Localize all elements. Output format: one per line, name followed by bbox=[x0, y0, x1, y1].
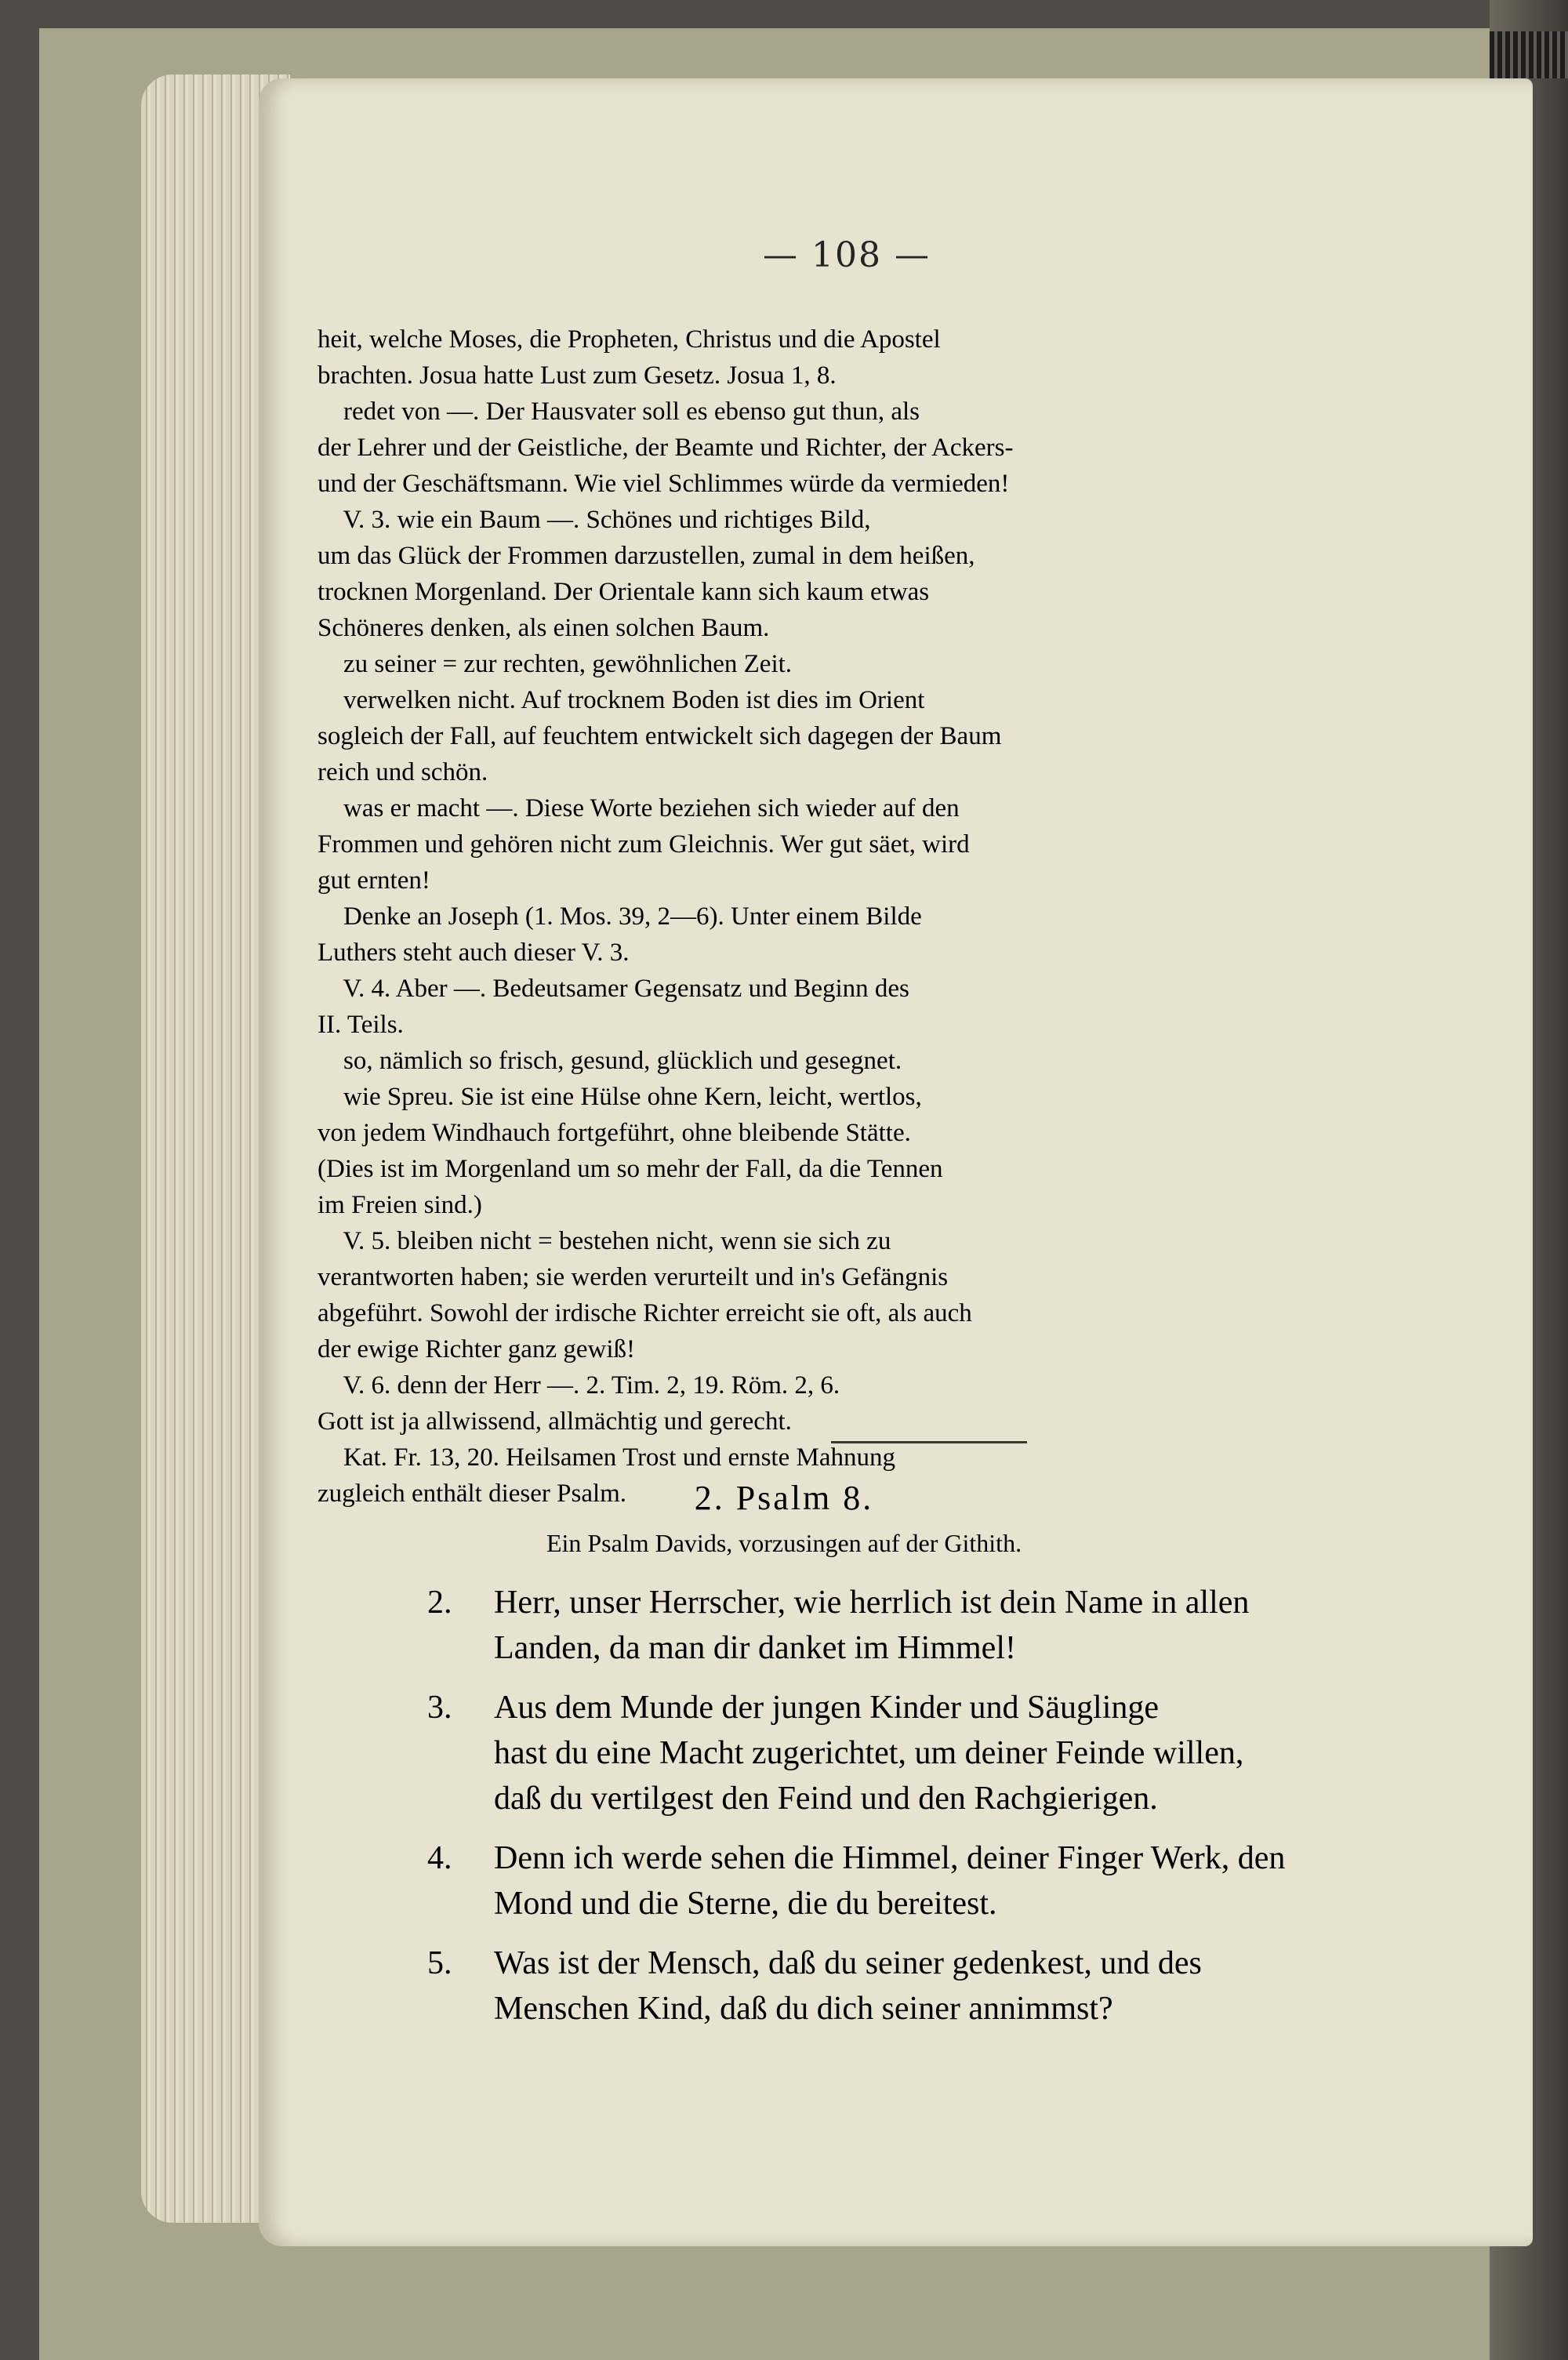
commentary-line: V. 5. bleiben nicht = bestehen nicht, wenn sie sich zu bbox=[318, 1227, 891, 1255]
commentary-line: wie Spreu. Sie ist eine Hülse ohne Kern, leicht, wertlos, bbox=[318, 1083, 922, 1111]
commentary-line: so, nämlich so frisch, gesund, glücklich und gesegnet. bbox=[318, 1047, 902, 1075]
commentary-line: verantworten haben; sie werden verurteilt und in's Gefängnis bbox=[318, 1263, 949, 1291]
verse-line: Was ist der Mensch, daß du seiner gedenkest, und des bbox=[494, 1945, 1202, 1981]
page-number: — 108 — bbox=[763, 235, 931, 275]
psalm-verse bbox=[427, 1580, 1486, 1671]
commentary-line: V. 6. denn der Herr —. 2. Tim. 2, 19. Röm. 2, 6. bbox=[318, 1371, 840, 1400]
commentary-line: Kat. Fr. 13, 20. Heilsamen Trost und ernste Mahnung bbox=[318, 1443, 895, 1472]
commentary-line: verwelken nicht. Auf trocknem Boden ist dies im Orient bbox=[318, 686, 925, 714]
verse-number: 3. bbox=[427, 1690, 452, 1726]
psalm-verse bbox=[427, 1685, 1486, 1821]
verse-line: Menschen Kind, daß du dich seiner annimmst? bbox=[494, 1991, 1113, 2027]
commentary-line: II. Teils. bbox=[318, 1011, 404, 1039]
commentary-line: (Dies ist im Morgenland um so mehr der Fall, da die Tennen bbox=[318, 1155, 943, 1183]
commentary-line: gut ernten! bbox=[318, 866, 430, 895]
verse-line: Landen, da man dir danket im Himmel! bbox=[494, 1630, 1016, 1666]
verse-line: Herr, unser Herrscher, wie herrlich ist dein Name in allen bbox=[494, 1585, 1250, 1621]
commentary-line: der ewige Richter ganz gewiß! bbox=[318, 1335, 635, 1363]
commentary-line: heit, welche Moses, die Propheten, Christus und die Apostel bbox=[318, 325, 941, 354]
verse-line: hast du eine Macht zugerichtet, um deiner Feinde willen, bbox=[494, 1735, 1244, 1771]
spine-band bbox=[1490, 31, 1568, 78]
verse-line: Mond und die Sterne, die du bereitest. bbox=[494, 1886, 997, 1922]
psalm-title: 2. Psalm 8. bbox=[694, 1479, 874, 1517]
commentary-line: um das Glück der Frommen darzustellen, zumal in dem heißen, bbox=[318, 542, 975, 570]
psalm-verses bbox=[427, 1580, 1486, 2046]
verse-number: 4. bbox=[427, 1840, 452, 1876]
commentary-line: was er macht —. Diese Worte beziehen sich wieder auf den bbox=[318, 794, 960, 822]
commentary-line: trocknen Morgenland. Der Orientale kann sich kaum etwas bbox=[318, 578, 930, 606]
commentary-line: zu seiner = zur rechten, gewöhnlichen Zeit. bbox=[318, 650, 793, 678]
commentary-line: brachten. Josua hatte Lust zum Gesetz. Josua 1, 8. bbox=[318, 361, 837, 390]
commentary-line: V. 4. Aber —. Bedeutsamer Gegensatz und Beginn des bbox=[318, 975, 909, 1003]
commentary-text bbox=[318, 321, 1494, 1512]
commentary-line: Denke an Joseph (1. Mos. 39, 2—6). Unter einem Bilde bbox=[318, 902, 922, 931]
commentary-line: Schöneres denken, als einen solchen Baum. bbox=[318, 614, 770, 642]
section-divider bbox=[831, 1441, 1027, 1443]
commentary-line: zugleich enthält dieser Psalm. bbox=[318, 1480, 627, 1508]
commentary-line: sogleich der Fall, auf feuchtem entwickelt sich dagegen der Baum bbox=[318, 722, 1002, 750]
commentary-line: V. 3. wie ein Baum —. Schönes und richtiges Bild, bbox=[318, 506, 871, 534]
psalm-verse bbox=[427, 1835, 1486, 1926]
commentary-line: Frommen und gehören nicht zum Gleichnis. Wer gut säet, wird bbox=[318, 830, 970, 859]
commentary-line: abgeführt. Sowohl der irdische Richter erreicht sie oft, als auch bbox=[318, 1299, 972, 1327]
commentary-line: Gott ist ja allwissend, allmächtig und gerecht. bbox=[318, 1407, 792, 1436]
verse-number: 2. bbox=[427, 1585, 452, 1621]
verse-number: 5. bbox=[427, 1945, 452, 1981]
commentary-line: Luthers steht auch dieser V. 3. bbox=[318, 939, 630, 967]
psalm-verse bbox=[427, 1941, 1486, 2031]
commentary-line: reich und schön. bbox=[318, 758, 488, 786]
commentary-line: von jedem Windhauch fortgeführt, ohne bleibende Stätte. bbox=[318, 1119, 911, 1147]
verse-line: Denn ich werde sehen die Himmel, deiner Finger Werk, den bbox=[494, 1840, 1286, 1876]
commentary-line: der Lehrer und der Geistliche, der Beamte und Richter, der Ackers- bbox=[318, 434, 1014, 462]
psalm-subtitle: Ein Psalm Davids, vorzusingen auf der Githith. bbox=[546, 1529, 1022, 1557]
commentary-line: redet von —. Der Hausvater soll es ebenso gut thun, als bbox=[318, 398, 920, 426]
commentary-line: und der Geschäftsmann. Wie viel Schlimmes würde da vermieden! bbox=[318, 470, 1010, 498]
verse-line: daß du vertilgest den Feind und den Rachgierigen. bbox=[494, 1781, 1158, 1817]
commentary-line: im Freien sind.) bbox=[318, 1191, 482, 1219]
verse-line: Aus dem Munde der jungen Kinder und Säuglinge bbox=[494, 1690, 1160, 1726]
